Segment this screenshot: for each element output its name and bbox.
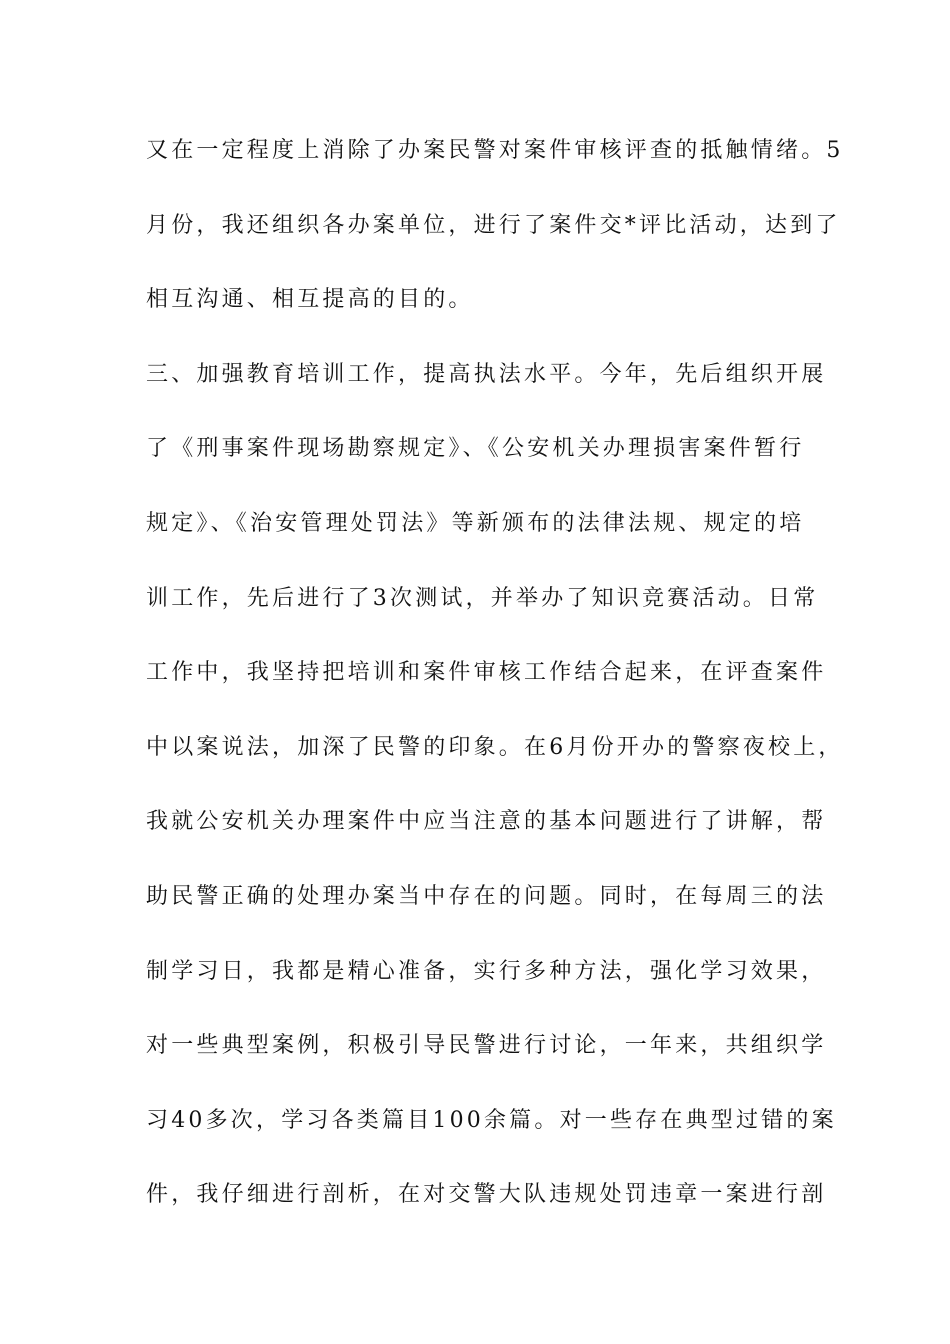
text-line: 规定》、《治安管理处罚法》等新颁布的法律法规、规定的培: [146, 510, 805, 536]
text-line: 又在一定程度上消除了办案民警对案件审核评查的抵触情绪。5: [146, 138, 844, 163]
text-line: 月份，我还组织各办案单位，进行了案件交*评比活动，达到了: [146, 212, 841, 238]
text-line: 我就公安机关办理案件中应当注意的基本问题进行了讲解，帮: [146, 809, 827, 835]
text-line: 制学习日，我都是精心准备，实行多种方法，强化学习效果，: [146, 958, 827, 984]
text-line: 对一些典型案例，积极引导民警进行讨论，一年来，共组织学: [146, 1033, 827, 1059]
body-text: [146, 128, 844, 1247]
text-line: 习40多次，学习各类篇目100余篇。对一些存在典型过错的案: [146, 1107, 837, 1133]
text-line: 助民警正确的处理办案当中存在的问题。同时，在每周三的法: [146, 883, 827, 909]
text-line: 工作中，我坚持把培训和案件审核工作结合起来，在评查案件: [146, 660, 827, 686]
text-line: 训工作，先后进行了3次测试，并举办了知识竞赛活动。日常: [146, 585, 819, 611]
text-line: 件，我仔细进行剖析，在对交警大队违规处罚违章一案进行剖: [146, 1182, 827, 1208]
text-line: 了《刑事案件现场勘察规定》、《公安机关办理损害案件暂行: [146, 436, 805, 462]
text-line: 中以案说法，加深了民警的印象。在6月份开办的警察夜校上，: [146, 734, 844, 760]
text-line: 相互沟通、相互提高的目的。: [146, 287, 474, 313]
text-line: 三、加强教育培训工作，提高执法水平。今年，先后组织开展: [146, 361, 827, 387]
